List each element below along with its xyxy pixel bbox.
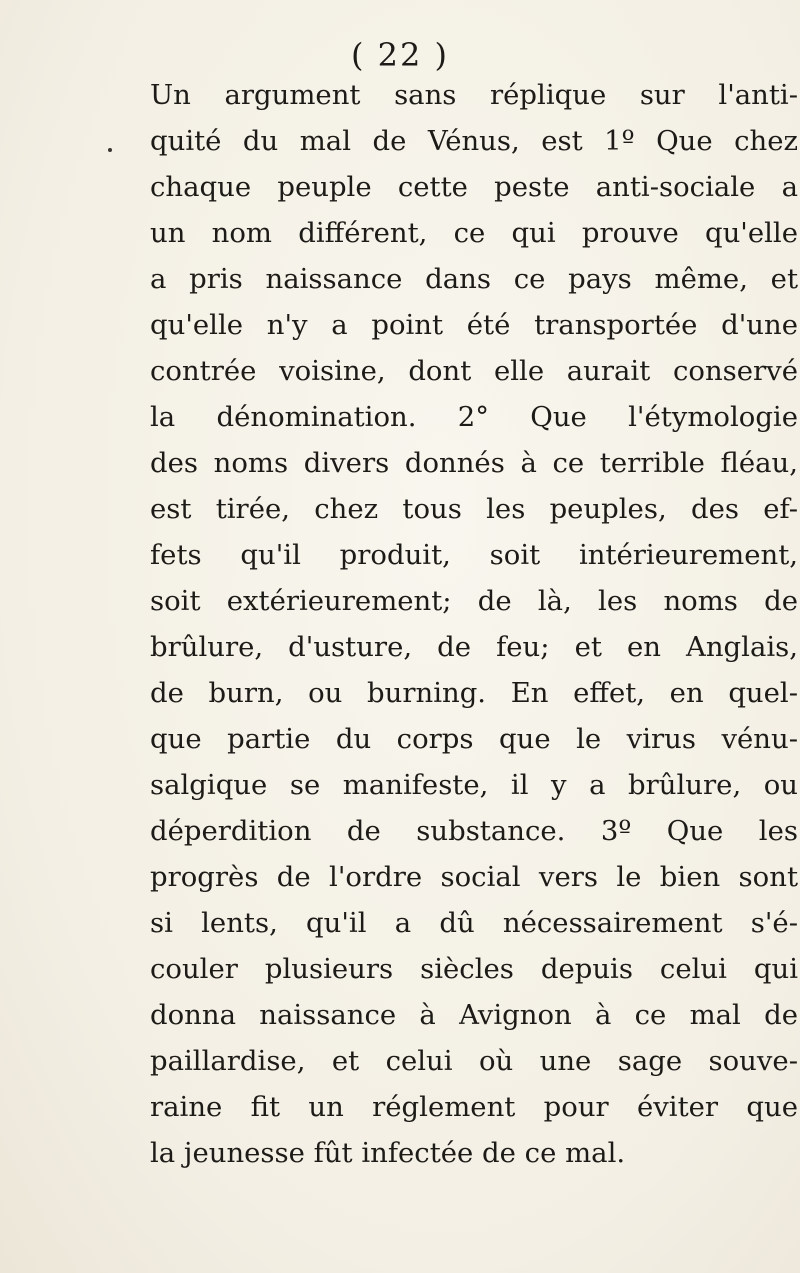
text-line: couler plusieurs siècles depuis celui qui — [150, 953, 798, 985]
text-line: un nom différent, ce qui prouve qu'elle — [150, 217, 798, 249]
text-line: est tirée, chez tous les peuples, des ef- — [150, 493, 798, 525]
text-line: soit extérieurement; de là, les noms de — [150, 585, 798, 617]
text-line: salgique se manifeste, il y a brûlure, ou — [150, 769, 798, 801]
body-text — [150, 72, 798, 1176]
text-line: chaque peuple cette peste anti-sociale a — [150, 171, 798, 203]
text-line: la jeunesse fût infectée de ce mal. — [150, 1137, 626, 1169]
text-line: paillardise, et celui où une sage souve- — [150, 1045, 798, 1077]
text-line: de burn, ou burning. En effet, en quel- — [150, 677, 798, 709]
text-line: progrès de l'ordre social vers le bien sont — [150, 861, 798, 893]
text-line: raine fit un réglement pour éviter que — [150, 1091, 798, 1123]
text-line: fets qu'il produit, soit intérieurement, — [150, 539, 798, 571]
text-line: contrée voisine, dont elle aurait conservé — [150, 355, 798, 387]
text-line: qu'elle n'y a point été transportée d'une — [150, 309, 798, 341]
text-line: donna naissance à Avignon à ce mal de — [150, 999, 798, 1031]
text-line: que partie du corps que le virus vénu- — [150, 723, 798, 755]
text-line: quité du mal de Vénus, est 1º Que chez — [150, 125, 798, 157]
text-line: brûlure, d'usture, de feu; et en Anglais, — [150, 631, 798, 663]
text-line: des noms divers donnés à ce terrible fléau, — [150, 447, 798, 479]
text-line: si lents, qu'il a dû nécessairement s'é- — [150, 907, 798, 939]
text-line: la dénomination. 2° Que l'étymologie — [150, 401, 798, 433]
page-number: ( 22 ) — [350, 36, 450, 74]
text-line: déperdition de substance. 3º Que les — [150, 815, 798, 847]
text-line: a pris naissance dans ce pays même, et — [150, 263, 798, 295]
text-line: Un argument sans réplique sur l'anti- — [150, 79, 798, 111]
ink-speck — [108, 148, 112, 152]
